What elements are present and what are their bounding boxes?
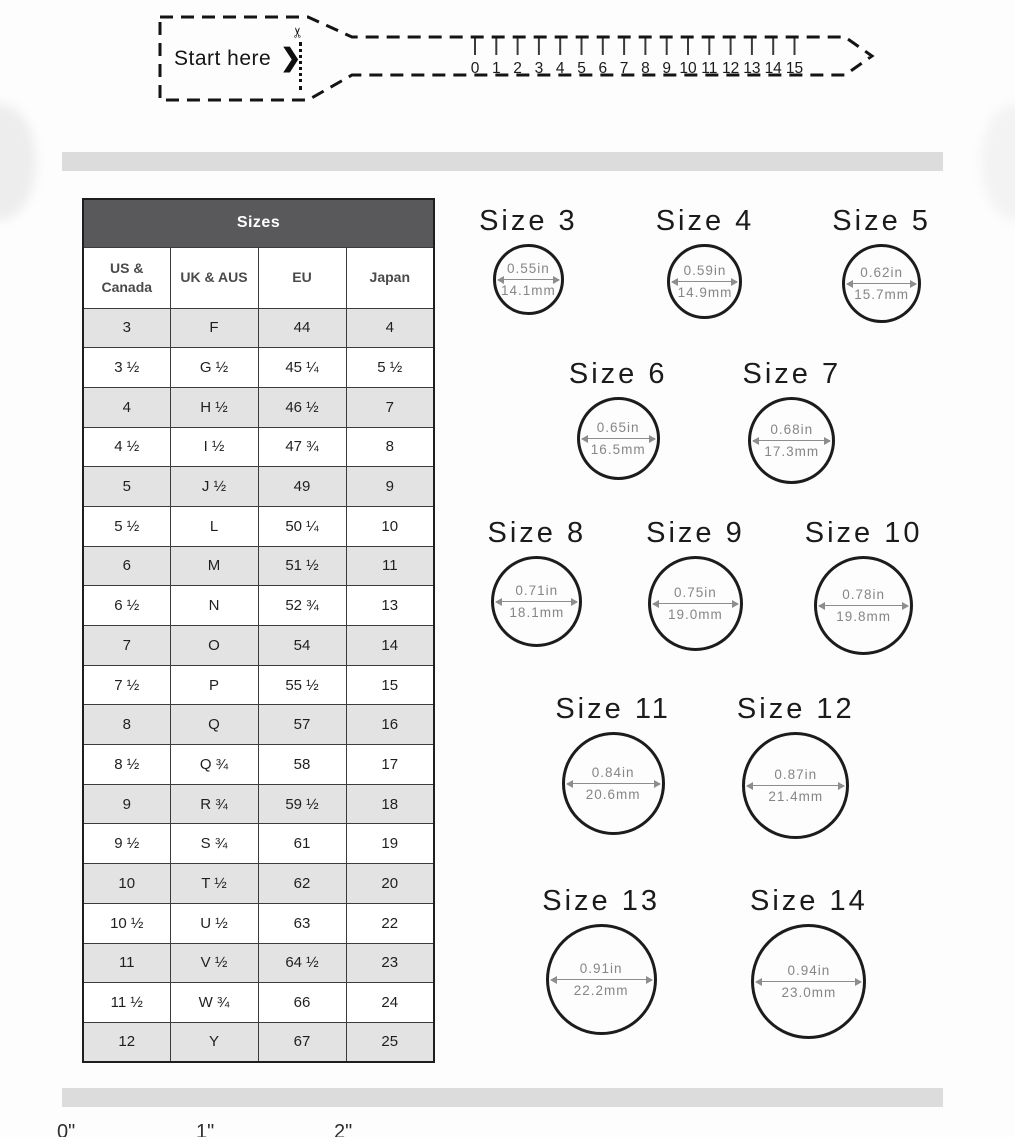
table-cell: 5 ½: [83, 506, 170, 546]
ruler-tick-label: 13: [743, 60, 761, 77]
table-row: [83, 943, 434, 983]
diameter-arrow-icon: [496, 601, 577, 602]
table-title-row: [83, 199, 434, 247]
ring-diameter-mm: 20.6mm: [585, 787, 641, 802]
table-cell: 7 ½: [83, 665, 170, 705]
ring-diameter-inches: 0.78in: [842, 586, 885, 602]
diameter-arrow-icon: [747, 785, 844, 786]
diameter-arrow-icon: [498, 279, 559, 280]
ring-circle: [842, 244, 921, 323]
start-here-text: Start here: [174, 46, 272, 70]
ring-size-title: Size 11: [555, 693, 671, 725]
table-row: [83, 983, 434, 1023]
table-cell: 10: [346, 506, 434, 546]
ruler-tick-label: 10: [679, 60, 697, 77]
ring-size-item: [488, 517, 587, 647]
table-cell: 59 ½: [258, 784, 346, 824]
table-cell: 62: [258, 864, 346, 904]
table-cell: H ½: [170, 387, 258, 427]
ruler-tick-label: 12: [721, 60, 740, 77]
ring-diameter-mm: 15.7mm: [854, 287, 909, 302]
table-row: [83, 467, 434, 507]
ring-circle: [562, 732, 665, 835]
table-cell: 17: [346, 745, 434, 785]
ring-diameter-mm: 21.4mm: [768, 789, 824, 804]
ring-row: [465, 885, 945, 1039]
table-row: [83, 864, 434, 904]
table-cell: 67: [258, 1022, 346, 1062]
ring-diameter-inches: 0.65in: [596, 419, 640, 435]
table-cell: 15: [346, 665, 434, 705]
ring-size-item: [646, 517, 745, 651]
diameter-arrow-icon: [753, 440, 830, 441]
ruler-tick-label: 9: [662, 60, 672, 77]
ring-size-item: [737, 693, 855, 839]
ring-size-title: Size 13: [542, 885, 660, 917]
table-cell: P: [170, 665, 258, 705]
ring-diameter-inches: 0.55in: [506, 260, 550, 276]
table-cell: 23: [346, 943, 434, 983]
ring-circle: [648, 556, 743, 651]
ruler-tick-label: 7: [619, 60, 629, 77]
table-cell: 11: [346, 546, 434, 586]
ring-size-item: [542, 885, 660, 1035]
ruler-tick-label: 14: [764, 60, 782, 77]
ring-diameter-mm: 14.9mm: [677, 285, 733, 300]
ring-diameter-inches: 0.91in: [579, 960, 623, 976]
bottom-inch-ruler: [0, 1121, 1015, 1137]
ring-row: [465, 693, 945, 839]
table-cell: 8: [346, 427, 434, 467]
ring-size-item: [743, 358, 842, 484]
chevron-right-icon: ❯: [280, 44, 302, 72]
table-cell: 12: [83, 1022, 170, 1062]
table-row: [83, 745, 434, 785]
table-cell: 49: [258, 467, 346, 507]
table-cell: 47 ¾: [258, 427, 346, 467]
ring-diameter-mm: 18.1mm: [509, 605, 565, 620]
table-cell: F: [170, 308, 258, 348]
divider-bar-bottom: [62, 1088, 943, 1107]
ruler-tick-label: 3: [534, 60, 544, 77]
ring-size-item: [832, 205, 931, 323]
ring-diameter-mm: 19.8mm: [836, 609, 891, 624]
table-cell: 19: [346, 824, 434, 864]
table-cell: Q ¾: [170, 745, 258, 785]
ring-circle: [748, 397, 835, 484]
ring-circle: [577, 397, 660, 480]
table-row: [83, 784, 434, 824]
table-cell: 9 ½: [83, 824, 170, 864]
table-cell: 7: [346, 387, 434, 427]
table-cell: 24: [346, 983, 434, 1023]
ring-size-item: [555, 693, 671, 835]
ring-diameter-mm: 16.5mm: [590, 442, 646, 457]
diameter-arrow-icon: [672, 281, 737, 282]
diameter-arrow-icon: [653, 603, 738, 604]
table-cell: 10 ½: [83, 903, 170, 943]
table-row: [83, 1022, 434, 1062]
table-cell: 4: [83, 387, 170, 427]
ring-diameter-inches: 0.84in: [591, 764, 635, 780]
inch-ruler-label: 1": [196, 1121, 215, 1137]
table-row: [83, 348, 434, 388]
table-cell: 8 ½: [83, 745, 170, 785]
table-cell: T ½: [170, 864, 258, 904]
diameter-arrow-icon: [582, 438, 655, 439]
table-cell: 57: [258, 705, 346, 745]
table-row: [83, 903, 434, 943]
table-cell: 11 ½: [83, 983, 170, 1023]
ring-size-title: Size 4: [655, 205, 755, 237]
table-cell: 64 ½: [258, 943, 346, 983]
ring-size-title: Size 12: [736, 693, 855, 725]
ruler-tick-label: 5: [577, 60, 586, 77]
size-table-body: [83, 308, 434, 1062]
measuring-strip: [150, 10, 890, 110]
table-cell: 18: [346, 784, 434, 824]
divider-bar-top: [62, 152, 943, 171]
table-row: [83, 626, 434, 666]
ring-circle: [493, 244, 564, 315]
table-cell: 25: [346, 1022, 434, 1062]
table-cell: 4 ½: [83, 427, 170, 467]
table-cell: 20: [346, 864, 434, 904]
ring-diameter-mm: 23.0mm: [781, 985, 837, 1000]
table-row: [83, 308, 434, 348]
table-cell: 4: [346, 308, 434, 348]
ring-diameter-inches: 0.71in: [515, 582, 559, 598]
ring-diameter-inches: 0.87in: [774, 766, 818, 782]
ring-size-item: [656, 205, 755, 319]
table-cell: Y: [170, 1022, 258, 1062]
ring-size-title: Size 7: [742, 358, 842, 390]
column-header-us-canada: US & Canada: [83, 247, 170, 308]
table-title: Sizes: [83, 199, 434, 247]
ring-row: [465, 205, 945, 323]
ring-diameter-inches: 0.94in: [787, 962, 831, 978]
ring-row: [465, 358, 945, 484]
table-cell: N: [170, 586, 258, 626]
table-cell: 51 ½: [258, 546, 346, 586]
table-cell: 61: [258, 824, 346, 864]
table-cell: V ½: [170, 943, 258, 983]
table-cell: O: [170, 626, 258, 666]
right-edge-blob: [981, 104, 1015, 220]
ring-circle: [814, 556, 913, 655]
diameter-arrow-icon: [847, 283, 916, 284]
ring-diameter-inches: 0.75in: [674, 584, 717, 600]
ring-size-item: [750, 885, 868, 1039]
diameter-arrow-icon: [567, 783, 660, 784]
table-row: [83, 427, 434, 467]
table-cell: 63: [258, 903, 346, 943]
table-row: [83, 665, 434, 705]
inch-ruler-label: 0": [57, 1121, 76, 1137]
table-cell: 16: [346, 705, 434, 745]
ruler-tick-label: 4: [555, 60, 565, 77]
table-cell: W ¾: [170, 983, 258, 1023]
table-cell: 3: [83, 308, 170, 348]
table-cell: 5: [83, 467, 170, 507]
table-cell: J ½: [170, 467, 258, 507]
table-cell: 50 ¼: [258, 506, 346, 546]
ring-row: [465, 517, 945, 655]
ring-diameter-inches: 0.62in: [860, 264, 903, 280]
ruler-tick-label: 6: [598, 60, 608, 77]
left-edge-blob: [0, 104, 36, 220]
scissors-icon: ✂: [289, 26, 306, 39]
table-cell: 54: [258, 626, 346, 666]
table-header-row: [83, 247, 434, 308]
strip-ruler: [471, 39, 803, 78]
ring-size-item: [479, 205, 578, 315]
table-cell: 11: [83, 943, 170, 983]
ring-circle: [667, 244, 742, 319]
table-cell: L: [170, 506, 258, 546]
table-cell: 55 ½: [258, 665, 346, 705]
table-row: [83, 506, 434, 546]
table-cell: 66: [258, 983, 346, 1023]
ring-circle: [742, 732, 849, 839]
ring-circle: [546, 924, 657, 1035]
ring-size-title: Size 9: [646, 517, 745, 549]
table-cell: M: [170, 546, 258, 586]
ring-size-item: [569, 358, 668, 480]
table-cell: R ¾: [170, 784, 258, 824]
ruler-tick-label: 11: [701, 60, 718, 77]
ring-diameter-inches: 0.68in: [770, 421, 814, 437]
ruler-tick-label: 8: [641, 60, 650, 77]
size-conversion-table: [82, 198, 435, 1063]
ruler-tick-label: 1: [491, 60, 501, 77]
table-cell: S ¾: [170, 824, 258, 864]
table-cell: 7: [83, 626, 170, 666]
table-cell: 58: [258, 745, 346, 785]
ring-diameter-mm: 22.2mm: [573, 983, 629, 998]
table-cell: U ½: [170, 903, 258, 943]
table-row: [83, 824, 434, 864]
ring-diameter-mm: 17.3mm: [764, 444, 820, 459]
column-header-uk-aus: UK & AUS: [170, 247, 258, 308]
ring-diameter-mm: 19.0mm: [668, 607, 723, 622]
ring-size-title: Size 8: [487, 517, 587, 549]
table-cell: 9: [83, 784, 170, 824]
table-cell: 13: [346, 586, 434, 626]
ring-diameter-mm: 14.1mm: [500, 283, 556, 298]
cut-line: [299, 42, 302, 90]
inch-ruler-label: 2": [334, 1121, 353, 1137]
table-cell: 14: [346, 626, 434, 666]
table-cell: 22: [346, 903, 434, 943]
ring-size-title: Size 6: [568, 358, 668, 390]
ring-size-title: Size 3: [479, 205, 578, 237]
table-cell: 3 ½: [83, 348, 170, 388]
table-row: [83, 705, 434, 745]
ring-size-title: Size 14: [750, 885, 868, 917]
table-cell: 6: [83, 546, 170, 586]
column-header-eu: EU: [258, 247, 346, 308]
table-row: [83, 387, 434, 427]
table-row: [83, 586, 434, 626]
rings-panel: [465, 198, 945, 1039]
table-cell: 46 ½: [258, 387, 346, 427]
ruler-tick-label: 0: [470, 60, 480, 77]
table-cell: G ½: [170, 348, 258, 388]
ruler-tick-label: 2: [513, 60, 522, 77]
diameter-arrow-icon: [756, 981, 861, 982]
diameter-arrow-icon: [819, 605, 908, 606]
diameter-arrow-icon: [551, 979, 652, 980]
column-header-japan: Japan: [346, 247, 434, 308]
start-here-label: [174, 46, 301, 71]
table-cell: 8: [83, 705, 170, 745]
ring-size-title: Size 10: [804, 517, 923, 549]
ring-circle: [751, 924, 866, 1039]
ring-circle: [491, 556, 582, 647]
table-cell: Q: [170, 705, 258, 745]
ring-size-item: [805, 517, 923, 655]
table-cell: 44: [258, 308, 346, 348]
table-cell: 9: [346, 467, 434, 507]
ruler-tick-label: 15: [785, 60, 804, 77]
table-cell: 5 ½: [346, 348, 434, 388]
table-row: [83, 546, 434, 586]
table-cell: 6 ½: [83, 586, 170, 626]
table-cell: 10: [83, 864, 170, 904]
ring-size-title: Size 5: [832, 205, 931, 237]
ring-diameter-inches: 0.59in: [683, 262, 727, 278]
table-cell: I ½: [170, 427, 258, 467]
table-cell: 45 ¼: [258, 348, 346, 388]
table-cell: 52 ¾: [258, 586, 346, 626]
